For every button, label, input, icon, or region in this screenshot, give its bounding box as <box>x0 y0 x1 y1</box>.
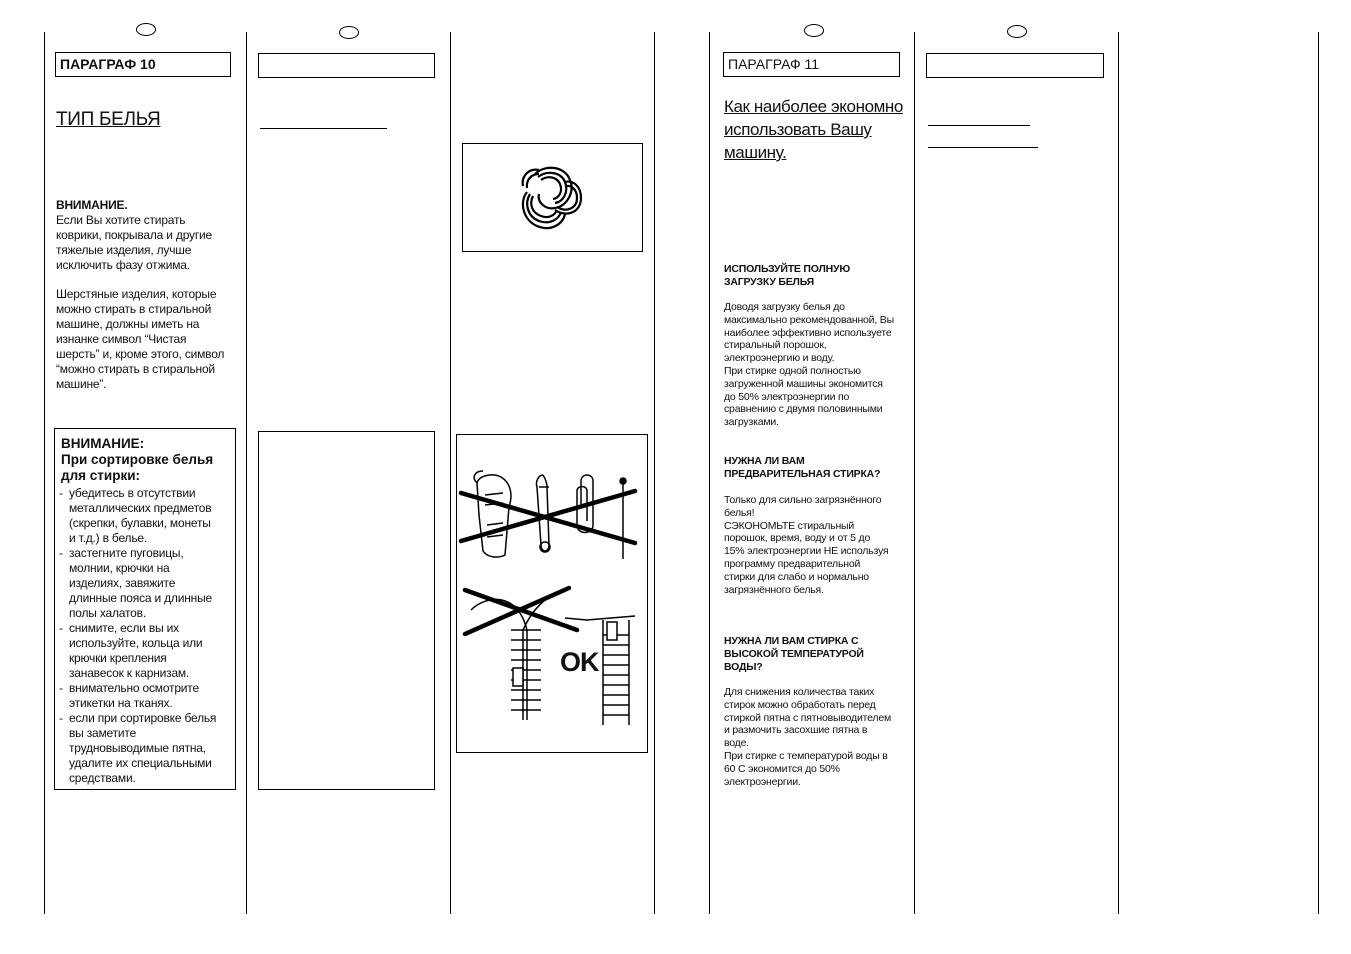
column-rule-5 <box>709 32 710 914</box>
preparation-illustration <box>456 434 648 753</box>
language-flag-oval <box>339 26 359 39</box>
sorting-warning-box <box>54 428 236 790</box>
metal-items-icon <box>457 435 647 575</box>
list-item: - если при сортировке белья вы заметите трудновыводимые пятна, удалите их специальными средствами. <box>57 711 233 786</box>
empty-title-underline <box>928 125 1030 126</box>
section-text: Только для сильно загрязнённого белья! СЭКОНОМЬТЕ стиральный порошок, время, воду и от 5 до 15% электроэнергии НЕ используя программу предварительной стирки для слабо и нормально загрязнённого белья. <box>724 494 889 596</box>
woolmark-icon <box>515 162 585 232</box>
page-title: ТИП БЕЛЬЯ <box>56 109 161 130</box>
list-item: - внимательно осмотрите этикетки на тканях. <box>57 681 233 711</box>
section-heading: НУЖНА ЛИ ВАМ СТИРКА С ВЫСОКОЙ ТЕМПЕРАТУРОЙ ВОДЫ? <box>724 635 864 673</box>
notice-heading: ВНИМАНИЕ. <box>56 198 128 212</box>
empty-title-underline <box>260 128 387 129</box>
section-text: Доводя загрузку белья до максимально рекомендованной, Вы наиболее эффективно используете стиральный порошок, электроэнергию и воду. При стирке одной полностью загруженной машины экономится до 50% электроэнергии по сравнению с двумя половинными загрузками. <box>724 301 894 429</box>
empty-text-box <box>258 431 435 790</box>
section-header-11: ПАРАГРАФ 11 <box>723 52 900 77</box>
page-title: Как наиболее экономно использовать Вашу машину. <box>724 97 903 162</box>
zipper-icon <box>457 580 647 740</box>
column-rule-7 <box>1118 32 1119 914</box>
column-rule-1 <box>44 32 45 914</box>
column-rule-8 <box>1318 32 1319 914</box>
warning-list <box>57 486 233 786</box>
empty-header-box <box>926 53 1104 78</box>
language-flag-oval <box>1007 25 1027 38</box>
column-rule-2 <box>246 32 247 914</box>
wool-text: Шерстяные изделия, которые можно стирать в стиральной машине, должны иметь на изнанке символ “Чистая шерсть” и, кроме этого, символ “можно стирать в стиральной машине”. <box>56 287 225 391</box>
empty-header-box <box>258 53 435 78</box>
language-flag-oval <box>804 24 824 37</box>
section-heading: НУЖНА ЛИ ВАМ ПРЕДВАРИТЕЛЬНАЯ СТИРКА? <box>724 455 881 480</box>
language-flag-oval <box>136 23 156 36</box>
column-rule-4 <box>654 32 655 914</box>
notice-text: Если Вы хотите стирать коврики, покрывала и другие тяжелые изделия, лучше исключить фазу отжима. <box>56 213 213 272</box>
ok-label: OK <box>560 647 599 677</box>
section-heading: ИСПОЛЬЗУЙТЕ ПОЛНУЮ ЗАГРУЗКУ БЕЛЬЯ <box>724 263 850 288</box>
column-rule-3 <box>450 32 451 914</box>
column-rule-6 <box>914 32 915 914</box>
warning-title: ВНИМАНИЕ: При сортировке белья для стирки: <box>61 436 214 483</box>
list-item: - застегните пуговицы, молнии, крючки на изделиях, завяжите длинные пояса и длинные полы халатов. <box>57 546 233 621</box>
empty-title-underline <box>928 147 1038 148</box>
list-item: - снимите, если вы их используйте, кольца или крючки крепления занавесок к карнизам. <box>57 621 233 681</box>
wool-symbol-box <box>462 143 643 252</box>
list-item: - убедитесь в отсутствии металлических предметов (скрепки, булавки, монеты и т.д.) в белье. <box>57 486 233 546</box>
section-text: Для снижения количества таких стирок можно обработать перед стиркой пятна с пятновыводителем и размочить засохшие пятна в воде. При стирке с температурой воды в 60 С экономится до 50% электроэнергии. <box>724 686 891 788</box>
section-header-10: ПАРАГРАФ 10 <box>55 52 231 77</box>
